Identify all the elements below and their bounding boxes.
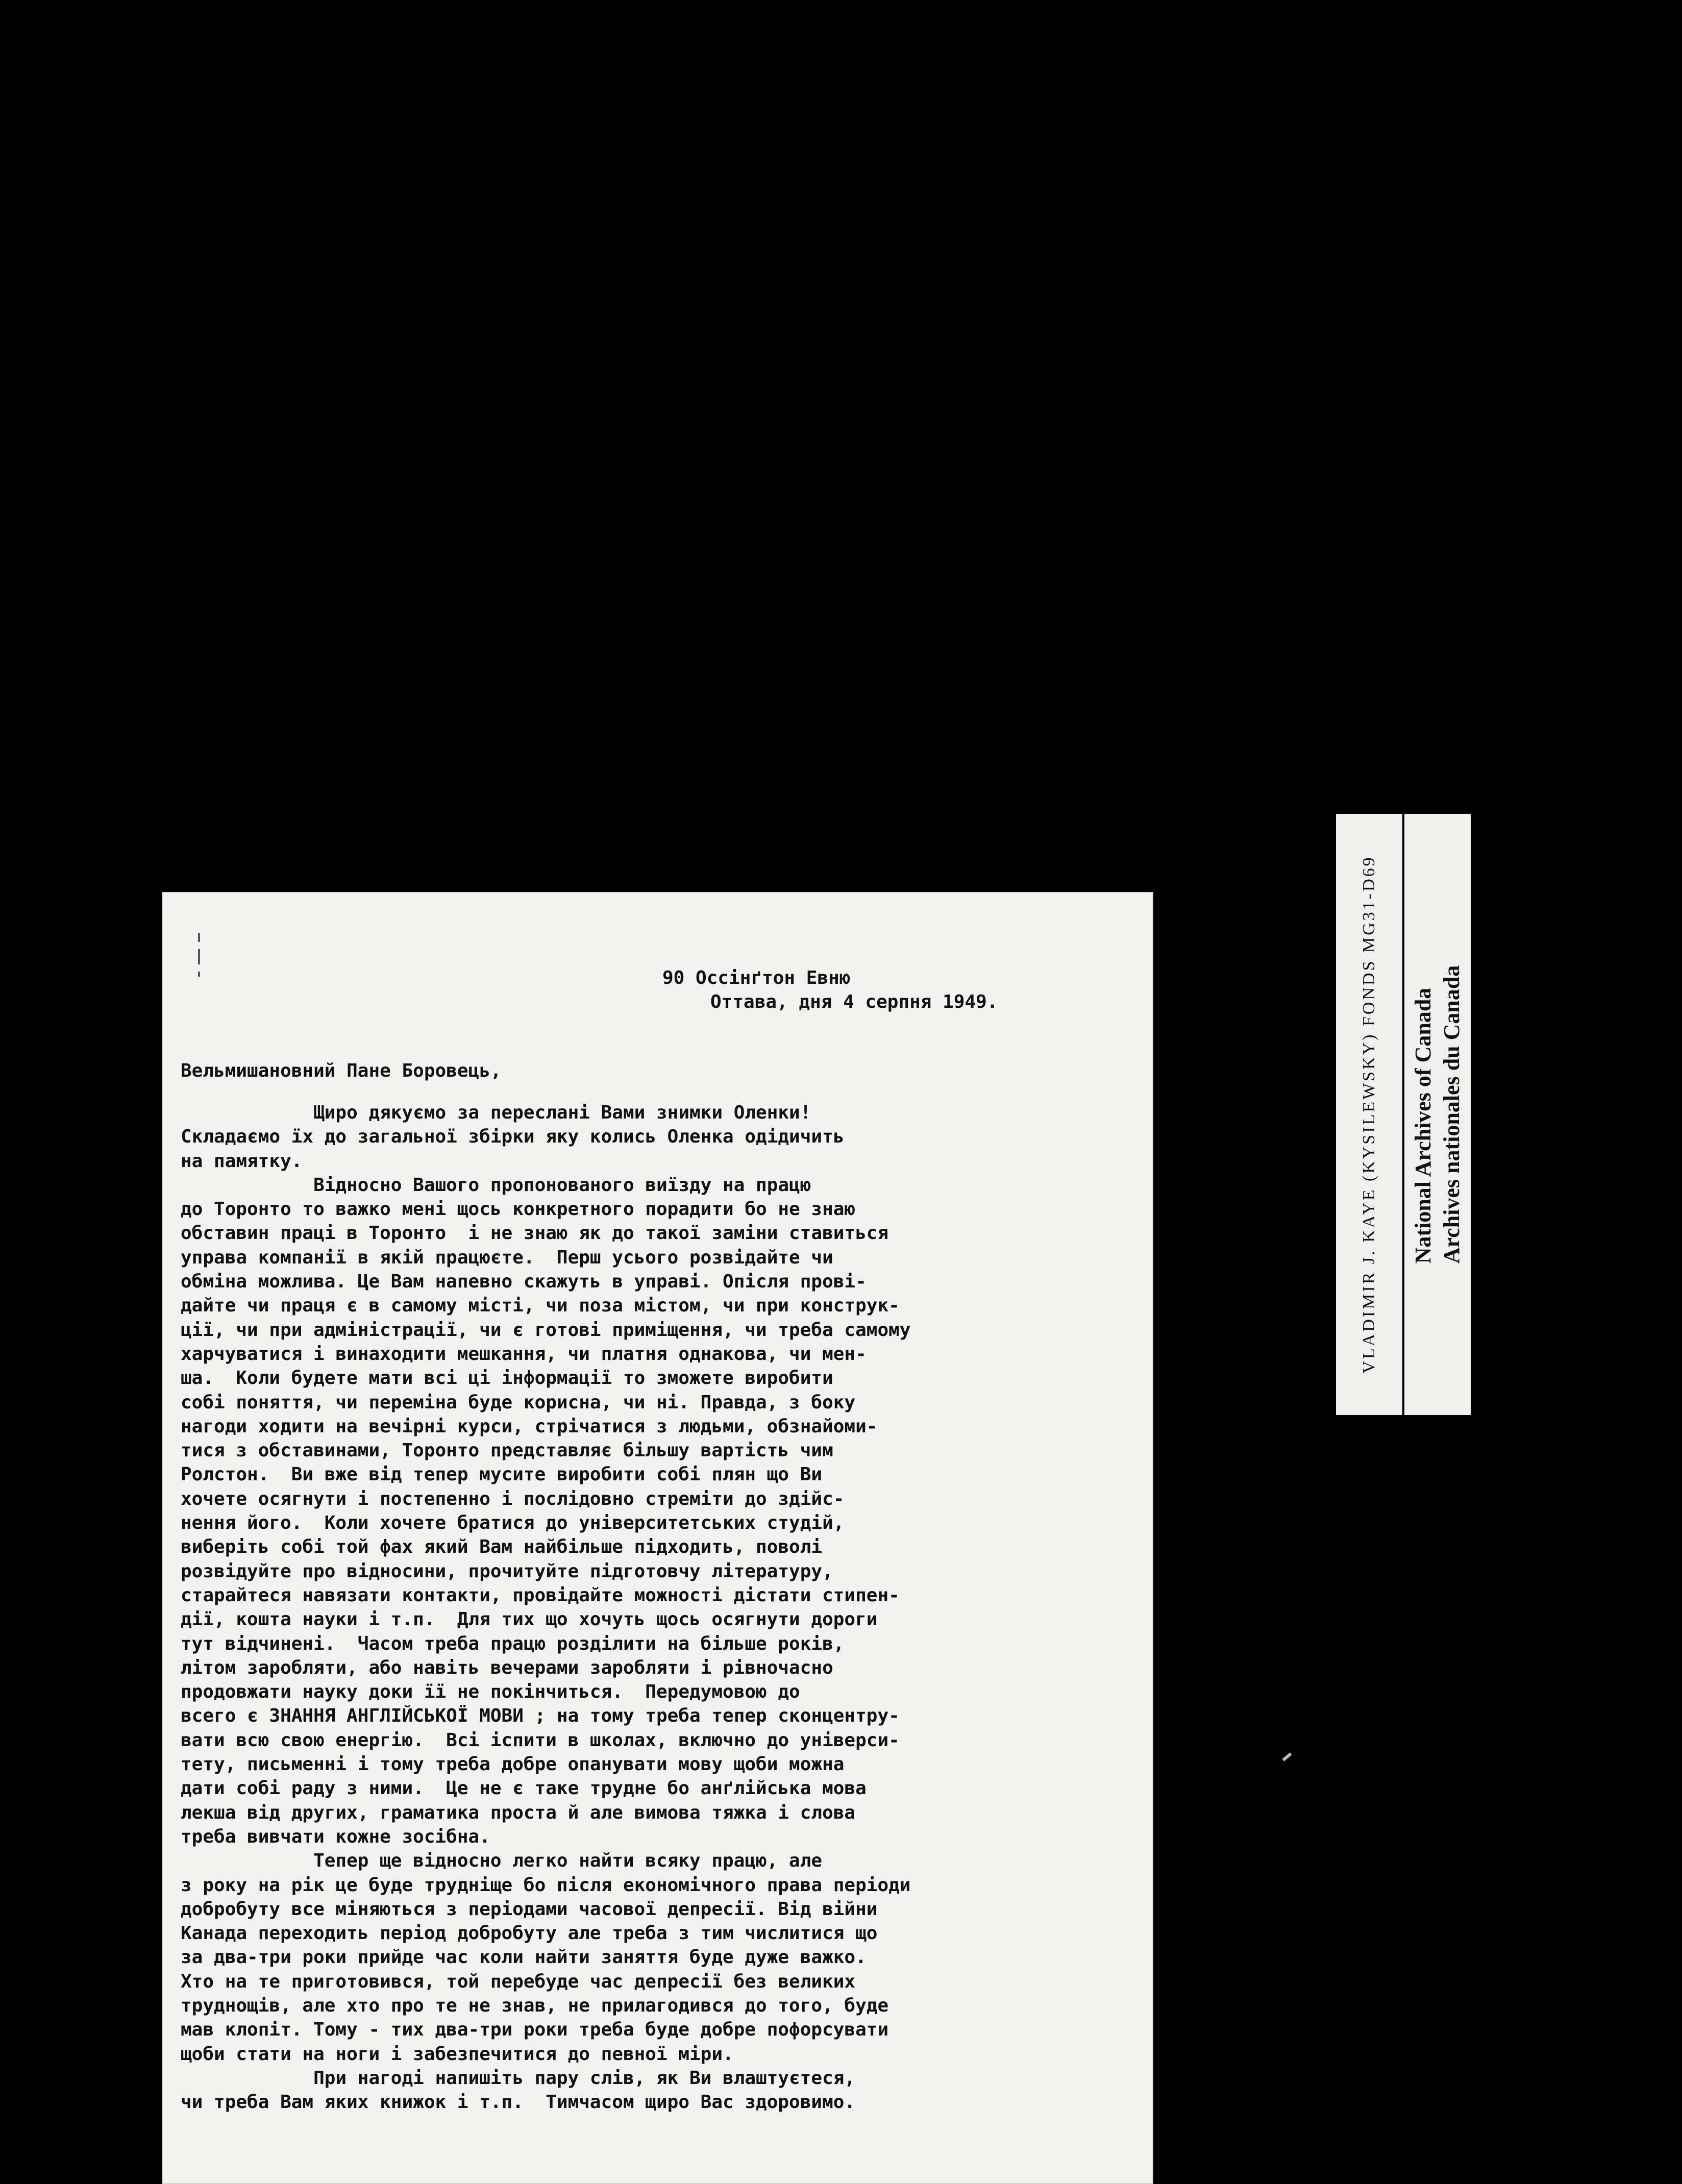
- body-line: лекша від других, граматика проста й але вимова тяжка і слова: [181, 1802, 856, 1823]
- archives-name-en: National Archives of Canada: [1411, 987, 1436, 1264]
- body-line: дати собі раду з ними. Це не є таке трудне бо анґлійська мова: [181, 1778, 867, 1799]
- body-line: труднощів, але хто про те не знав, не прилагодився до того, буде: [181, 1995, 889, 2016]
- fonds-label-text: VLADIMIR J. KAYE (KYSILEWSKY) FONDS MG31-D69: [1359, 855, 1378, 1374]
- body-line: до Торонто то важко мені щось конкретного порадити бо не знаю: [181, 1199, 856, 1220]
- body-line: вати всю свою енергію. Всі іспити в школах, включно до універси-: [181, 1729, 900, 1751]
- page-edge-marks: [198, 933, 204, 979]
- letter-body: [181, 1101, 910, 2114]
- address-line-1: 90 Оссінґтон Евню: [662, 967, 851, 988]
- body-line: з року на рік це буде трудніще бо після економічного права періоди: [181, 1874, 911, 1896]
- body-line: Тепер ще відносно легко найти всяку працю, але: [181, 1850, 823, 1872]
- body-line: виберіть собі той фах який Вам найбільше підходить, поволі: [181, 1536, 823, 1558]
- archives-stamp: [1404, 814, 1471, 1415]
- body-line: тету, письменні і тому треба добре опанувати мову щоби можна: [181, 1754, 845, 1775]
- body-line: дайте чи праця є в самому місті, чи поза містом, чи при конструк-: [181, 1295, 900, 1317]
- body-line: нагоди ходити на вечірні курси, стрічатися з людьми, обзнайоми-: [181, 1416, 878, 1437]
- body-line: обміна можлива. Це Вам напевно скажуть в управі. Опісля прові-: [181, 1271, 867, 1293]
- body-line: харчуватися і винаходити мешкання, чи платня однакова, чи мен-: [181, 1343, 867, 1364]
- body-line: ції, чи при адміністрації, чи є готові приміщення, чи треба самому: [181, 1319, 911, 1341]
- body-line: Складаємо їх до загальної збірки яку колись Оленка одідичить: [181, 1126, 845, 1148]
- body-line: тися з обставинами, Торонто представляє більшу вартість чим: [181, 1440, 833, 1461]
- body-line: мав клопіт. Тому - тих два-три роки треба буде добре пофорсувати: [181, 2019, 889, 2041]
- fonds-label: [1336, 814, 1402, 1415]
- body-line: Ролстон. Ви вже від тепер мусите виробити собі плян що Ви: [181, 1464, 823, 1485]
- archives-stamp-text: [1409, 965, 1466, 1264]
- body-line: розвідуйте про відносини, прочитуйте підготовчу літературу,: [181, 1560, 833, 1582]
- body-line: щоби стати на ноги і забезпечитися до певної міри.: [181, 2043, 734, 2065]
- body-line: нення його. Коли хочете братися до університетських студій,: [181, 1512, 845, 1534]
- body-line: добробуту все міняються з періодами часової депресії. Від війни: [181, 1898, 878, 1920]
- body-line: за два-три роки прийде час коли найти заняття буде дуже важко.: [181, 1947, 867, 1968]
- body-line: всего є ЗНАННЯ АНГЛІЙСЬКОЇ МОВИ ; на тому треба тепер сконцентру-: [181, 1705, 900, 1727]
- body-line: чи треба Вам яких книжок і т.п. Тимчасом щиро Вас здоровимо.: [181, 2092, 856, 2113]
- body-line: При нагоді напишіть пару слів, як Ви влаштуєтеся,: [181, 2067, 856, 2089]
- body-line: тут відчинені. Часом треба працю розділити на більше років,: [181, 1633, 845, 1654]
- body-line: Щиро дякуємо за переслані Вами знимки Оленки!: [181, 1102, 811, 1123]
- body-line: Хто на те приготовився, той перебуде час депресії без великих: [181, 1971, 856, 1992]
- film-scratch: [1282, 1752, 1292, 1761]
- body-line: ша. Коли будете мати всі ці інформації то зможете виробити: [181, 1368, 833, 1389]
- body-line: хочете осягнути і постепенно і послідовно стреміти до здійс-: [181, 1488, 845, 1509]
- body-line: собі поняття, чи переміна буде корисна, чи ні. Правда, з боку: [181, 1392, 856, 1413]
- body-line: обставин праці в Торонто і не знаю як до такої заміни ставиться: [181, 1223, 889, 1244]
- body-line: літом заробляти, або навіть вечерами заробляти і рівночасно: [181, 1657, 833, 1678]
- salutation: Вельмишановний Пане Боровець,: [181, 1060, 502, 1081]
- body-line: продовжати науку доки її не покінчиться. Передумовою до: [181, 1681, 800, 1703]
- body-line: Відносно Вашого пропонованого виїзду на працю: [181, 1174, 811, 1196]
- body-line: старайтеся навязати контакти, провідайте можності дістати стипен-: [181, 1584, 900, 1606]
- body-line: управа компанії в якій працюєте. Перш усього розвідайте чи: [181, 1247, 833, 1268]
- body-line: дії, кошта науки і т.п. Для тих що хочуть щось осягнути дороги: [181, 1609, 878, 1630]
- address-line-2: Оттава, дня 4 серпня 1949.: [710, 991, 998, 1012]
- body-line: треба вивчати кожне зосібна.: [181, 1826, 490, 1847]
- archives-name-fr: Archives nationales du Canada: [1439, 965, 1464, 1264]
- body-line: на памятку.: [181, 1150, 303, 1172]
- body-line: Канада переходить період добробуту але треба з тим числитися що: [181, 1923, 878, 1944]
